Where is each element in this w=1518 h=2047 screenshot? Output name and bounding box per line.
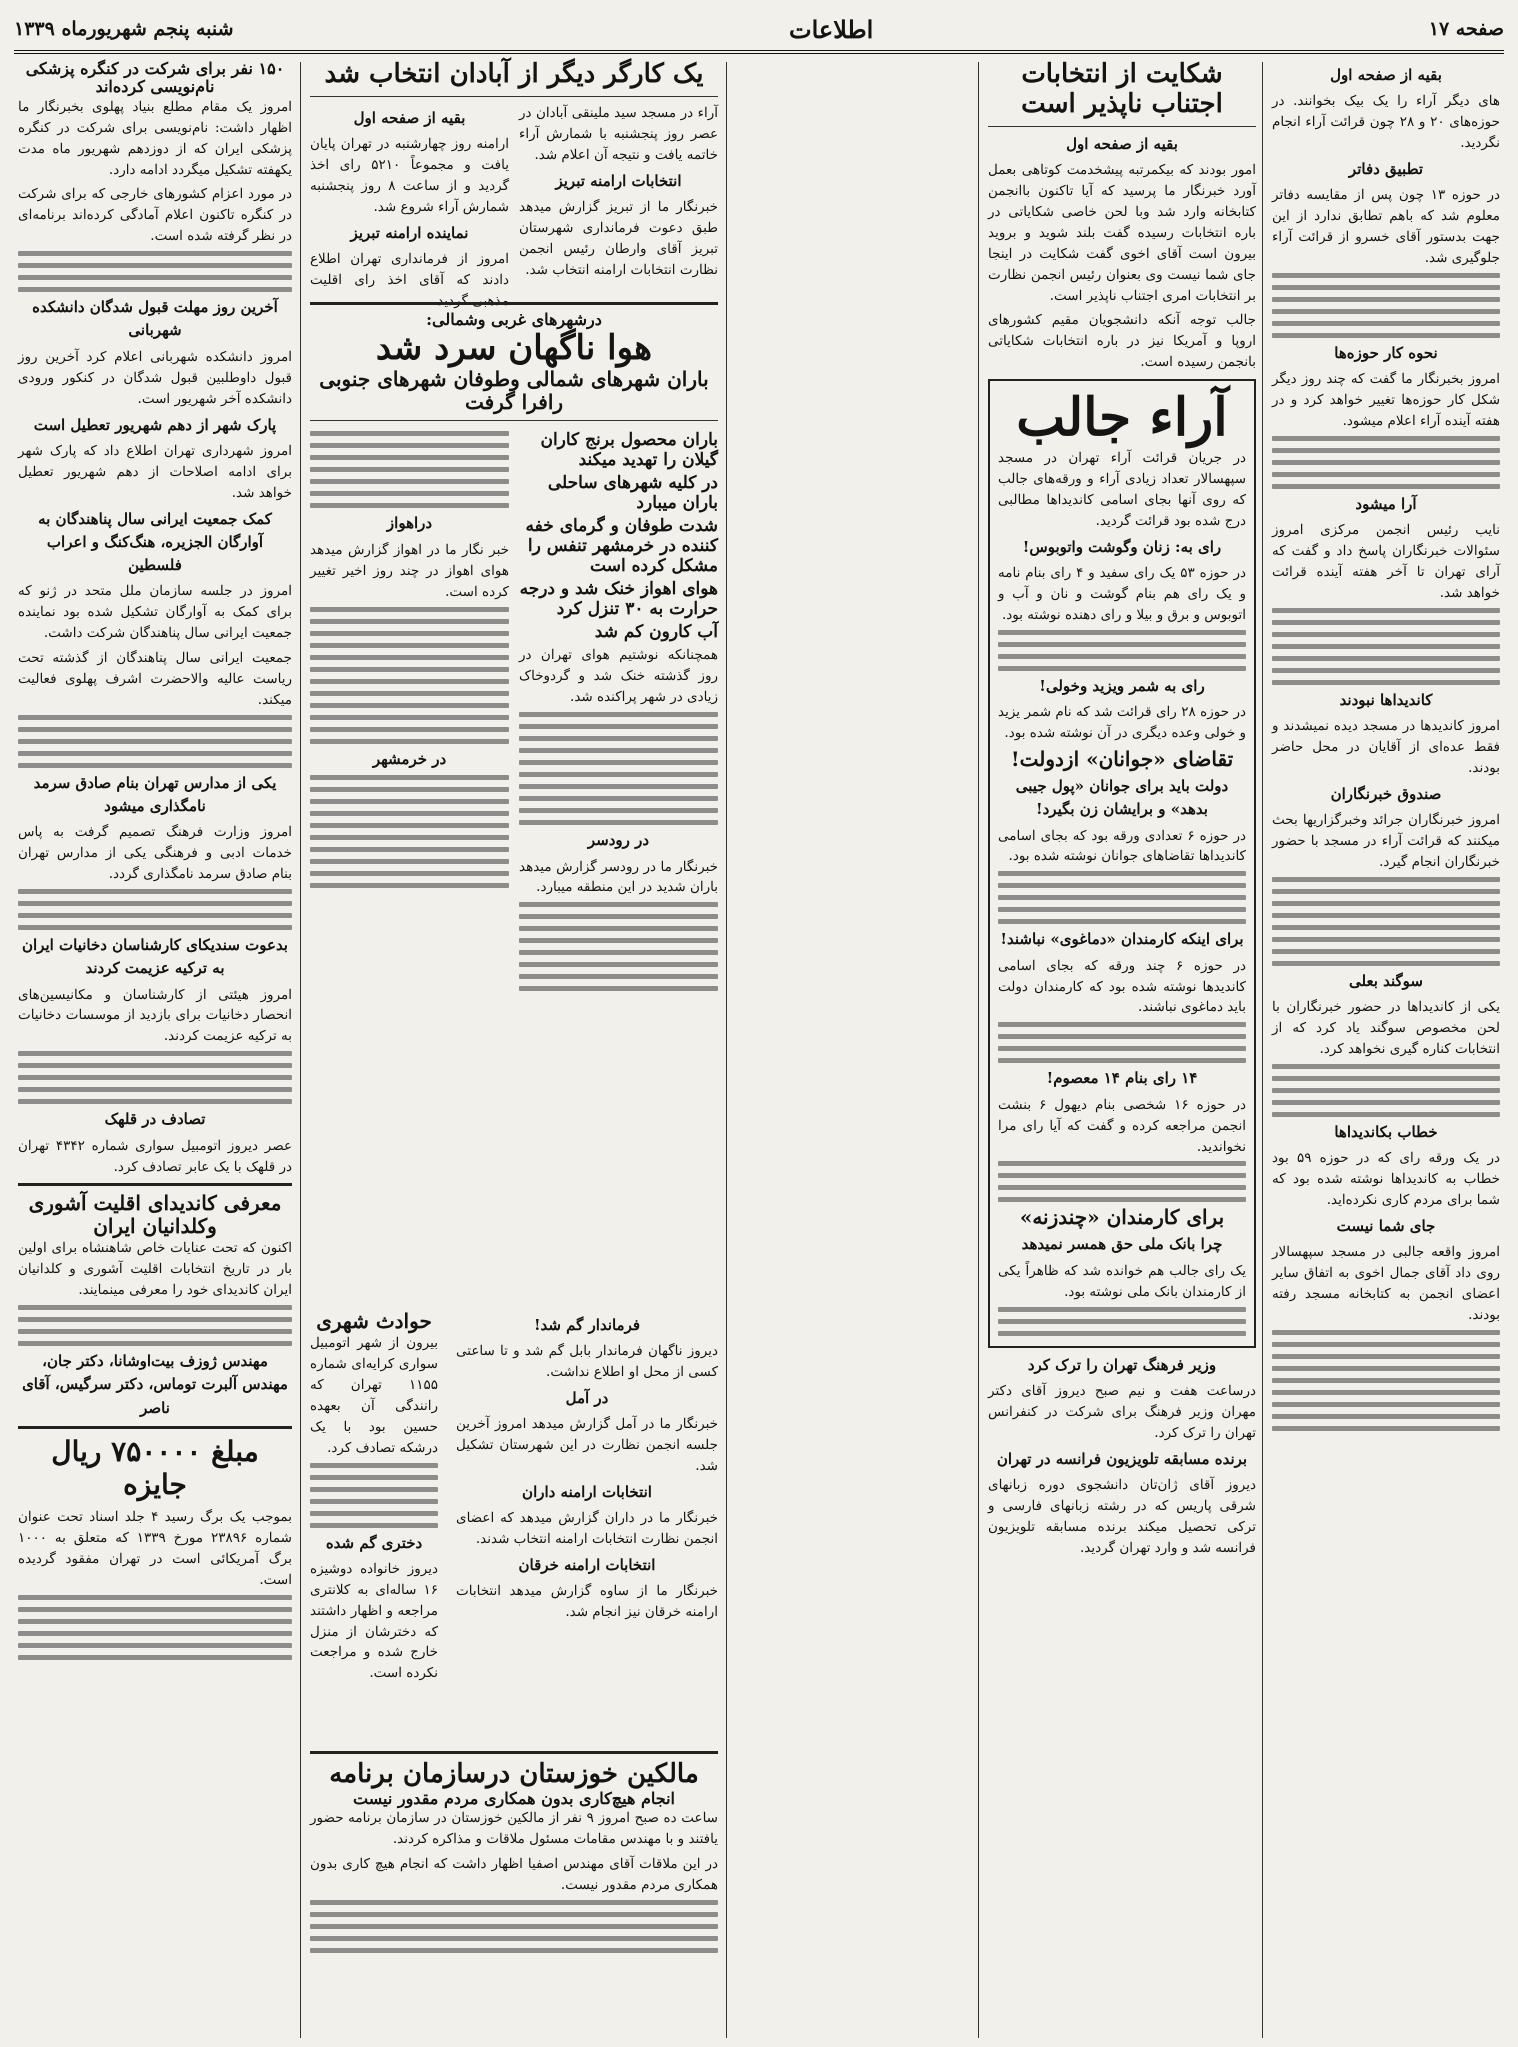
article-text: دیروز آقای ژان‌تان دانشجوی دوره زبانهای شرقی پاریس که در رشته زبانهای فارسی و ترکی تحصیل میکند برنده مسابقه تلویزیون فرانسه شد و وارد تهران گردید. bbox=[988, 1476, 1256, 1556]
article-text: همچنانکه نوشتیم هوای تهران در روز گذشته خنک شد و گردوخاک زیادی در شهر پراکنده شد. bbox=[519, 647, 718, 706]
text-lines bbox=[1272, 877, 1500, 966]
bullet-point: هوای اهواز خنک شد و درجه حرارت به ۳۰ تنزل کرد bbox=[519, 579, 718, 620]
text-lines bbox=[18, 251, 292, 292]
subheading: ۱۴ رای بنام ۱۴ معصوم! bbox=[1046, 1069, 1198, 1088]
column-rule bbox=[978, 62, 979, 2038]
article-text: ارامنه روز چهارشنبه در تهران پایان یافت و مجموعاً ۵۲۱۰ رای اخذ گردید و از ساعت ۸ روز پنجشنبه شمارش آراء شروع شد. bbox=[310, 136, 509, 215]
text-lines bbox=[1272, 273, 1500, 338]
text-lines bbox=[310, 1463, 438, 1528]
article-text: های دیگر آراء را یک بیک بخوانند. در حوزه‌های ۲۰ و ۲۸ چون قرائت آراء انجام نگردید. bbox=[1272, 93, 1500, 152]
text-lines bbox=[519, 902, 718, 991]
subheading: انتخابات ارامنه تبریز bbox=[555, 171, 682, 190]
bullet-point: باران محصول برنج کاران گیلان را تهدید میکند bbox=[540, 430, 718, 471]
text-lines bbox=[998, 1161, 1246, 1202]
subheading: نماینده ارامنه تبریز bbox=[350, 223, 469, 242]
text-lines bbox=[310, 431, 509, 508]
subheading: سوگند بعلی bbox=[1349, 971, 1423, 990]
article-text: امور بودند که بیکمرتبه پیشخدمت کوتاهی بعمل آورد خبرنگار ما پرسید که آیا تاکنون باانجمن کتابخانه وارد شد وبا لحن خاصی شکایاتی در باره انتخابات رسیده گفت بلند شوید و بروید بیرون است آقای اخوی گفت شکایت در اینجا جای شما نیست وی بعنوان رئیس انجمن نظارت بر انتخابات امری اجتناب ناپذیر است. bbox=[988, 162, 1256, 304]
subheading: آرا میشود bbox=[1355, 494, 1417, 513]
deck: انجام هیچ‌کاری بدون همکاری مردم مقدور نیست bbox=[353, 1788, 675, 1808]
subheading: در آمل bbox=[565, 1389, 609, 1408]
article-text: امروز شهرداری تهران اطلاع داد که پارک شهر برای ادامه اصلاحات از دهم شهریور تعطیل خواهد شد. bbox=[18, 442, 292, 501]
article-text: امروز در جلسه سازمان ملل متحد در ژنو که برای کمک به آوارگان تشکیل شده بود نماینده جمعیت ایرانی سال پناهندگان شرکت داشت. bbox=[18, 583, 292, 642]
weather-text bbox=[310, 427, 509, 995]
article-text: خبر نگار ما در اهواز گزارش میدهد هوای اهواز در چند روز اخیر تغییر کرده است. bbox=[310, 541, 509, 600]
article-text: در حوزه ۱۳ چون پس از مقایسه دفاتر معلوم شد که باهم تطابق ندارد از این جهت بدستور آقای خسرو از قرائت آراء جلوگیری شد. bbox=[1272, 187, 1500, 267]
article-text: در جریان قرائت آراء تهران در مسجد سپهسالار تعداد زیادی آراء و ورقه‌های جالب که روی آنها بجای اسامی کاندیداها مطالبی درج شده بود قرائت گردید. bbox=[998, 450, 1246, 530]
divider bbox=[310, 1751, 718, 1754]
continued-note: بقیه از صفحه اول bbox=[353, 108, 466, 127]
subheading: صندوق خبرنگاران bbox=[1330, 784, 1442, 803]
page-number: صفحه ۱۷ bbox=[1428, 18, 1504, 40]
article-text: خبرنگار ما از ساوه گزارش میدهد انتخابات ارامنه خرقان نیز انجام شد. bbox=[456, 1583, 718, 1621]
article-headline: هوا ناگهان سرد شد bbox=[375, 328, 653, 369]
subheading: فرماندار گم شد! bbox=[533, 1316, 641, 1334]
article-text: امروز دانشکده شهربانی اعلام کرد آخرین روز قبول داوطلبین قبول شدگان در کنکور ورودی دانشکده آخر شهریور است. bbox=[18, 348, 292, 407]
continued-note: بقیه از صفحه اول bbox=[1330, 66, 1442, 84]
text-lines bbox=[310, 607, 509, 744]
article-text: دیروز ناگهان فرماندار بابل گم شد و تا ساعتی کسی از محل او اطلاع نداشت. bbox=[456, 1343, 718, 1381]
divider bbox=[18, 1426, 292, 1429]
article-text: خبرنگار ما در داران گزارش میدهد که اعضای انجمن نظارت انتخابات ارامنه انتخاب شدند. bbox=[456, 1510, 718, 1548]
article-text: نایب رئیس انجمن مرکزی امروز سئوالات خبرنگاران پاسخ داد و گفت که آرای تهران تا آخر هفته آینده قرائت خواهد شد. bbox=[1272, 522, 1500, 601]
article-text: امروز کاندیدها در مسجد دیده نمیشدند و فقط عده‌ای از آقایان در محل حاضر بودند. bbox=[1272, 718, 1500, 776]
subheading: در رودسر bbox=[587, 831, 650, 850]
subheading: وزیر فرهنگ تهران را ترک کرد bbox=[1027, 1355, 1217, 1374]
text-lines bbox=[998, 630, 1246, 671]
subheading: نحوه کار حوزه‌ها bbox=[1334, 343, 1438, 362]
subheading: چرا بانک ملی حق همسر نمیدهد bbox=[1021, 1235, 1223, 1254]
article-text: عصر دیروز اتومبیل سواری شماره ۴۳۴۲ تهران در قلهک با یک عابر تصادف کرد. bbox=[18, 1137, 292, 1175]
column-3-lower bbox=[450, 1310, 724, 1740]
paper-name: اطلاعات bbox=[789, 14, 874, 44]
text-lines bbox=[1272, 436, 1500, 489]
subheading: تصادف در قلهک bbox=[104, 1110, 206, 1129]
text-lines bbox=[998, 1022, 1246, 1063]
subheading: جای شما نیست bbox=[1336, 1216, 1436, 1235]
column-3-top bbox=[519, 103, 718, 316]
continued-note: بقیه از صفحه اول bbox=[1066, 134, 1178, 153]
kicker: درشهرهای غربی وشمالی: bbox=[426, 310, 602, 329]
column-rule bbox=[300, 62, 301, 2038]
article-text: امروز واقعه جالبی در مسجد سپهسالار روی داد آقای جمال اخوی به اتفاق سایر اعضای انجمن به کتابخانه مسجد رفته بودند. bbox=[1272, 1244, 1500, 1323]
column-4-top bbox=[310, 103, 509, 316]
article-text: در حوزه ۲۸ رای قرائت شد که نام شمر یزید و خولی وعده دیگری در آن نوشته شده بود. bbox=[998, 704, 1246, 742]
subheading: بدعوت سندیکای کارشناسان دخانیات ایران به ترکیه عزیمت کردند bbox=[22, 936, 288, 978]
article-text: ساعت ده صبح امروز ۹ نفر از مالکین خوزستان در سازمان برنامه حضور یافتند و با مهندس مقامات مسئول ملاقات و مذاکره کردند. bbox=[310, 1810, 718, 1848]
prize-headline: مبلغ ۷۵۰۰۰۰ ریال جایزه bbox=[51, 1434, 259, 1501]
article-headline: ۱۵۰ نفر برای شرکت در کنگره پزشکی نام‌نویسی کرده‌اند bbox=[25, 59, 285, 97]
bullet-point: آب کارون کم شد bbox=[594, 622, 718, 643]
article-text: خبرنگار ما در رودسر گزارش میدهد باران شدید در این منطقه میبارد. bbox=[519, 858, 718, 896]
divider bbox=[310, 96, 718, 97]
article-text: در حوزه ۱۶ شخصی بنام دیهول ۶ بنشت انجمن مراجعه کرده و گفت که آیا رای مرا نخواندید. bbox=[998, 1096, 1247, 1155]
divider bbox=[310, 420, 718, 421]
article-text: در مورد اعزام کشورهای خارجی که برای شرکت در کنگره تاکنون اعلام آمادگی کرده‌اند برنامه‌ای در نظر گرفته شده است. bbox=[18, 186, 292, 245]
bullet-point: در کلیه شهرهای ساحلی باران میبارد bbox=[547, 473, 718, 514]
column-2 bbox=[1266, 60, 1506, 2040]
article-text: در یک ورقه رای که در حوزه ۵۹ بود خطاب به کاندیداها نوشته شده بود که شما برای مردم کاری نکرده‌اید. bbox=[1272, 1150, 1500, 1209]
bullet-point: شدت طوفان و گرمای خفه کننده در خرمشهر تنفس را مشکل کرده است bbox=[525, 516, 718, 577]
box-title: آراء جالب bbox=[1016, 387, 1228, 449]
article-text: بموجب یک برگ رسید ۴ جلد اسناد تحت عنوان شماره ۲۳۸۹۶ مورخ ۱۳۳۹ که متعلق به ۱۰۰۰ برگ آمریکائی است در تهران مفقود گردیده است. bbox=[18, 1508, 292, 1588]
article-text: جالب توجه آنکه دانشجویان مقیم کشورهای اروپا و آمریکا نیز در باره انتخابات شکایاتی بانجمن رسیده است. bbox=[988, 312, 1256, 371]
column-5 bbox=[12, 60, 298, 2040]
divider bbox=[18, 1183, 292, 1186]
article-text: در حوزه ۶ تعدادی ورقه بود که بجای اسامی کاندیداها تقاضاهای جوانان نوشته شده بود. bbox=[998, 827, 1246, 865]
article-headline: مالکین خوزستان درسازمان برنامه bbox=[329, 1759, 699, 1789]
subheadline: برای کارمندان «چندزنه» bbox=[1019, 1205, 1225, 1230]
subheading: پارک شهر از دهم شهریور تعطیل است bbox=[33, 415, 277, 434]
text-lines bbox=[18, 1051, 292, 1104]
divider bbox=[310, 302, 718, 305]
top-center-block bbox=[304, 59, 724, 309]
subheading: دراهواز bbox=[386, 514, 433, 533]
subheading: خطاب بکاندیداها bbox=[1334, 1122, 1438, 1141]
article-text: یک رای جالب هم خوانده شد که ظاهراً یکی از کارمندان بانک ملی نوشته بود. bbox=[998, 1262, 1246, 1300]
article-text: بیرون از شهر اتومبیل سواری کرایه‌ای شماره ۱۱۵۵ تهران که رانندگی آن بعهده حسین بود با یک درشکه تصادف کرد. bbox=[310, 1335, 438, 1456]
subheading: رای به شمر ویزید وخولی! bbox=[1039, 676, 1205, 695]
candidate-names: مهندس ژوزف بیت‌اوشانا، دکتر جان، مهندس آلبرت توماس، دکتر سرگیس، آقای ناصر bbox=[22, 1352, 288, 1417]
notable-ballots-box bbox=[988, 379, 1256, 1347]
text-lines bbox=[1272, 1330, 1500, 1431]
article-text: امروز هیئتی از کارشناسان و مکانیسین‌های انحصار دخانیات برای بازدید از موسسات دخانیات به ترکیه عزیمت کردند. bbox=[18, 986, 292, 1045]
subheading: انتخابات ارامنه داران bbox=[522, 1483, 652, 1502]
khuzestan-story bbox=[304, 1745, 724, 2035]
article-text: امروز خبرنگاران جرائد وخبرگزاریها بحث میکنند که قرائت آراء در مسجد با حضور خبرنگاران انجام گیرد. bbox=[1272, 812, 1500, 871]
subheading: کاندیداها نبودند bbox=[1339, 690, 1433, 709]
article-headline: شکایت از انتخابات اجتناب ناپذیر است bbox=[1021, 59, 1223, 119]
article-text: خبرنگار ما از تبریز گزارش میدهد طبق دعوت فرمانداری شهرستان تبریز آقای وارطان رئیس انجمن نظارت انتخابات ارامنه انتخاب شد. bbox=[519, 198, 718, 278]
text-lines bbox=[519, 712, 718, 825]
article-text: امروز بخبرنگار ما گفت که چند روز دیگر شکل کار حوزه‌ها تغییر خواهد کرد و در هفته آینده آراء اعلام میشود. bbox=[1272, 371, 1500, 430]
subheading: برای اینکه کارمندان «دماغوی» نباشند! bbox=[1000, 930, 1244, 949]
section-headline: حوادث شهری bbox=[316, 1309, 432, 1333]
article-text: درساعت هفت و نیم صبح دیروز آقای دکتر مهران وزیر فرهنگ برای شرکت در کنفرانس تهران را ترک کرد. bbox=[988, 1382, 1256, 1441]
issue-date: شنبه پنجم شهریورماه ۱۳۳۹ bbox=[14, 18, 234, 40]
subheading: تطبیق دفاتر bbox=[1348, 160, 1424, 179]
text-lines bbox=[998, 1307, 1246, 1336]
text-lines bbox=[18, 1305, 292, 1346]
subheading: در خرمشهر bbox=[372, 749, 447, 768]
column-rule bbox=[726, 62, 727, 2038]
subheading: دولت باید برای جوانان «پول جیبی بدهد» و برایشان زن بگیرد! bbox=[1015, 777, 1229, 819]
divider bbox=[988, 126, 1256, 127]
subheading: آخرین روز مهلت قبول شدگان دانشکده شهربانی bbox=[32, 298, 278, 340]
article-text: امروز از فرمانداری تهران اطلاع دادند که آقای اخذ رای اقلیت مذهبی گردید. bbox=[310, 251, 509, 309]
text-lines bbox=[18, 1595, 292, 1660]
column-rule bbox=[1262, 62, 1263, 2038]
subheading: انتخابات ارامنه خرقان bbox=[518, 1556, 656, 1575]
subheadline: تقاضای «جوانان» ازدولت! bbox=[1010, 747, 1234, 772]
article-text: در این ملاقات آقای مهندس اصفیا اظهار داشت که انجام هیچ کاری بدون همکاری مردم مقدور نیست. bbox=[310, 1856, 718, 1894]
article-text: امروز یک مقام مطلع بنیاد پهلوی بخبرنگار ما اظهار داشت: نام‌نویسی برای شرکت در کنگره پزشکی ایران که از دوزدهم شهریور ماه مدت یکهفته تشکیل میگردد ادامه دارد. bbox=[18, 98, 292, 178]
article-text: امروز وزارت فرهنگ تصمیم گرفت به پاس خدمات ادبی و فرهنگی یکی از مدارس تهران بنام صادق سرمد نامگذاری گردد. bbox=[18, 824, 292, 883]
subheading: کمک جمعیت ایرانی سال پناهندگان به آوارگان الجزیره، هنگ‌کنگ و اعراب فلسطین bbox=[38, 509, 272, 575]
text-lines bbox=[18, 715, 292, 768]
subheading: رای به: زنان وگوشت واتوبوس! bbox=[1022, 537, 1222, 556]
column-1 bbox=[982, 60, 1262, 2040]
article-text: آراء در مسجد سید ملینقی آبادان در عصر روز پنجشنبه با شمارش آراء خاتمه یافت و نتیجه آن اعلام شد. bbox=[519, 104, 718, 163]
text-lines bbox=[18, 889, 292, 930]
article-text: دیروز خانواده دوشیزه ۱۶ ساله‌ای به کلانتری مراجعه و اظهار داشتند که دخترشان از منزل خارج شده و مراجعت نکرده است. bbox=[310, 1560, 438, 1682]
article-text: یکی از کاندیداها در حضور خبرنگاران با لحن مخصوص سوگند یاد کرد که از انتخابات کناره گیری نخواهد کرد. bbox=[1272, 999, 1500, 1058]
weather-story bbox=[304, 296, 724, 1306]
masthead bbox=[14, 8, 1504, 54]
article-text: جمعیت ایرانی سال پناهندگان از گذشته تحت ریاست عالیه والاحضرت اشرف پهلوی فعالیت میکند. bbox=[18, 650, 292, 708]
text-lines bbox=[310, 1900, 718, 1953]
text-lines bbox=[1272, 1064, 1500, 1117]
article-headline: یک کارگر دیگر از آبادان انتخاب شد bbox=[324, 59, 704, 89]
article-text: خبرنگار ما در آمل گزارش میدهد امروز آخرین جلسه انجمن نظارت در این شهرستان تشکیل شد. bbox=[456, 1416, 718, 1475]
subheading: یکی از مدارس تهران بنام صادق سرمد نامگذاری میشود bbox=[33, 773, 277, 816]
article-headline: معرفی کاندیدای اقلیت آشوری وکلدانیان ایران bbox=[28, 1191, 282, 1239]
text-lines bbox=[998, 871, 1246, 924]
text-lines bbox=[310, 775, 509, 888]
subheading: دختری گم شده bbox=[325, 1533, 423, 1552]
article-text: در حوزه ۵۳ یک رای سفید و ۴ رای بنام نامه و یک رای هم بنام گوشت و نان و آب و اتوبوس و برق و بیلا و رای دهنده نوشته بود. bbox=[998, 565, 1246, 624]
subheading: برنده مسابقه تلویزیون فرانسه در تهران bbox=[996, 1449, 1248, 1468]
deck: باران شهرهای شمالی وطوفان شهرهای جنوبی رافرا گرفت bbox=[319, 367, 709, 415]
article-text: اکنون که تحت عنایات خاص شاهنشاه برای اولین بار در تاریخ انتخابات اقلیت آشوری و کلدانیان ایران کاندیدای خود را معرفی مینمایند. bbox=[18, 1240, 292, 1299]
column-6 bbox=[304, 1310, 444, 1740]
text-lines bbox=[1272, 608, 1500, 685]
weather-bullets bbox=[519, 427, 718, 995]
article-text: در حوزه ۶ چند ورقه که بجای اسامی کاندیدها نوشته شده بود که کارمندان دولت باید دماغوی نباشند. bbox=[998, 957, 1246, 1016]
